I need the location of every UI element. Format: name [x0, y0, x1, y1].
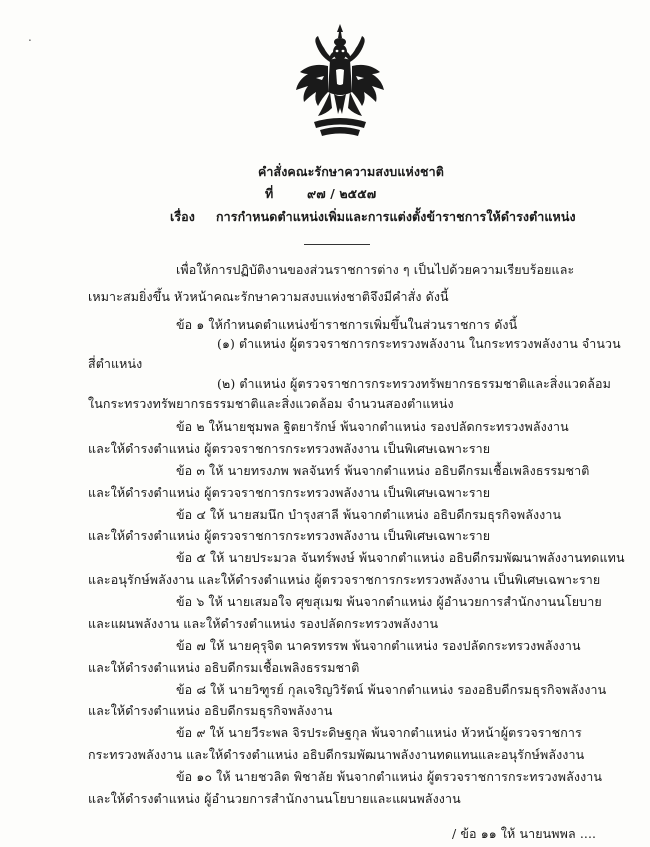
- body-line: เพื่อให้การปฏิบัติงานของส่วนราชการต่าง ๆ เป็นไปด้วยความเรียบร้อยและ: [176, 262, 575, 277]
- clause-3-cont: และให้ดำรงตำแหน่ง ผู้ตรวจราชการกระทรวงพลังงาน เป็นพิเศษเฉพาะราย: [88, 485, 491, 500]
- order-number-label: ที่: [265, 186, 274, 201]
- clause-4: ข้อ ๔ ให้ นายสมนึก บำรุงสาลี พ้นจากตำแหน่ง อธิบดีกรมธุรกิจพลังงาน: [176, 507, 562, 522]
- clause-2: ข้อ ๒ ให้นายชุมพล ฐิตยารักษ์ พ้นจากตำแหน่ง รองปลัดกระทรวงพลังงาน: [176, 419, 569, 434]
- clause-7-cont: และให้ดำรงตำแหน่ง อธิบดีกรมเชื้อเพลิงธรรมชาติ: [88, 660, 360, 675]
- clause-1-item-1-cont: สี่ตำแหน่ง: [88, 356, 143, 371]
- subject-text: การกำหนดตำแหน่งเพิ่มและการแต่งตั้งข้าราชการให้ดำรงตำแหน่ง: [216, 209, 576, 224]
- clause-7: ข้อ ๗ ให้ นายคุรุจิต นาครทรรพ พ้นจากตำแหน่ง รองปลัดกระทรวงพลังงาน: [176, 638, 581, 653]
- body-line: เหมาะสมยิ่งขึ้น หัวหน้าคณะรักษาความสงบแห่งชาติจึงมีคำสั่ง ดังนี้: [88, 289, 449, 304]
- subject-label: เรื่อง: [170, 209, 195, 224]
- clause-9: ข้อ ๙ ให้ นายวีระพล จิรประดิษฐกุล พ้นจากตำแหน่ง หัวหน้าผู้ตรวจราชการ: [176, 725, 582, 740]
- order-number-value: ๙๗ / ๒๕๕๗: [307, 186, 377, 201]
- clause-9-cont: กระทรวงพลังงาน และให้ดำรงตำแหน่ง อธิบดีกรมพัฒนาพลังงานทดแทนและอนุรักษ์พลังงาน: [88, 747, 585, 762]
- clause-4-cont: และให้ดำรงตำแหน่ง ผู้ตรวจราชการกระทรวงพลังงาน เป็นพิเศษเฉพาะราย: [88, 528, 491, 543]
- clause-6: ข้อ ๖ ให้ นายเสมอใจ ศุขสุเมฆ พ้นจากตำแหน่ง ผู้อำนวยการสำนักงานนโยบาย: [176, 594, 602, 609]
- clause-1-item-1: (๑) ตำแหน่ง ผู้ตรวจราชการกระทรวงพลังงาน ในกระทรวงพลังงาน จำนวน: [217, 336, 621, 351]
- corner-mark: .: [28, 30, 32, 44]
- clause-1: ข้อ ๑ ให้กำหนดตำแหน่งข้าราชการเพิ่มขึ้นในส่วนราชการ ดังนี้: [176, 317, 518, 332]
- garuda-emblem-icon: [294, 22, 386, 140]
- clause-8: ข้อ ๘ ให้ นายวิฑูรย์ กุลเจริญวิรัตน์ พ้นจากตำแหน่ง รองอธิบดีกรมธุรกิจพลังงาน: [176, 682, 607, 697]
- clause-5: ข้อ ๕ ให้ นายประมวล จันทร์พงษ์ พ้นจากตำแหน่ง อธิบดีกรมพัฒนาพลังงานทดแทน: [176, 550, 625, 565]
- order-title: คำสั่งคณะรักษาความสงบแห่งชาติ: [258, 164, 444, 179]
- clause-8-cont: และให้ดำรงตำแหน่ง อธิบดีกรมธุรกิจพลังงาน: [88, 703, 333, 718]
- clause-5-cont: และอนุรักษ์พลังงาน และให้ดำรงตำแหน่ง ผู้ตรวจราชการกระทรวงพลังงาน เป็นพิเศษเฉพาะราย: [88, 572, 601, 587]
- clause-6-cont: และแผนพลังงาน และให้ดำรงตำแหน่ง รองปลัดกระทรวงพลังงาน: [88, 616, 439, 631]
- clause-2-cont: และให้ดำรงตำแหน่ง ผู้ตรวจราชการกระทรวงพลังงาน เป็นพิเศษเฉพาะราย: [88, 441, 491, 456]
- clause-10-cont: และให้ดำรงตำแหน่ง ผู้อำนวยการสำนักงานนโยบายและแผนพลังงาน: [88, 791, 461, 806]
- continuation-note: / ข้อ ๑๑ ให้ นายนพพล ....: [452, 826, 597, 841]
- clause-10: ข้อ ๑๐ ให้ นายชวลิต พิชาลัย พ้นจากตำแหน่ง ผู้ตรวจราชการกระทรวงพลังงาน: [176, 769, 603, 784]
- clause-1-item-2-cont: ในกระทรวงทรัพยากรธรรมชาติและสิ่งแวดล้อม จำนวนสองตำแหน่ง: [88, 396, 454, 411]
- clause-1-item-2: (๒) ตำแหน่ง ผู้ตรวจราชการกระทรวงทรัพยากรธรรมชาติและสิ่งแวดล้อม: [217, 376, 611, 391]
- header-divider: [304, 244, 370, 245]
- clause-3: ข้อ ๓ ให้ นายทรงภพ พลจันทร์ พ้นจากตำแหน่ง อธิบดีกรมเชื้อเพลิงธรรมชาติ: [176, 463, 590, 478]
